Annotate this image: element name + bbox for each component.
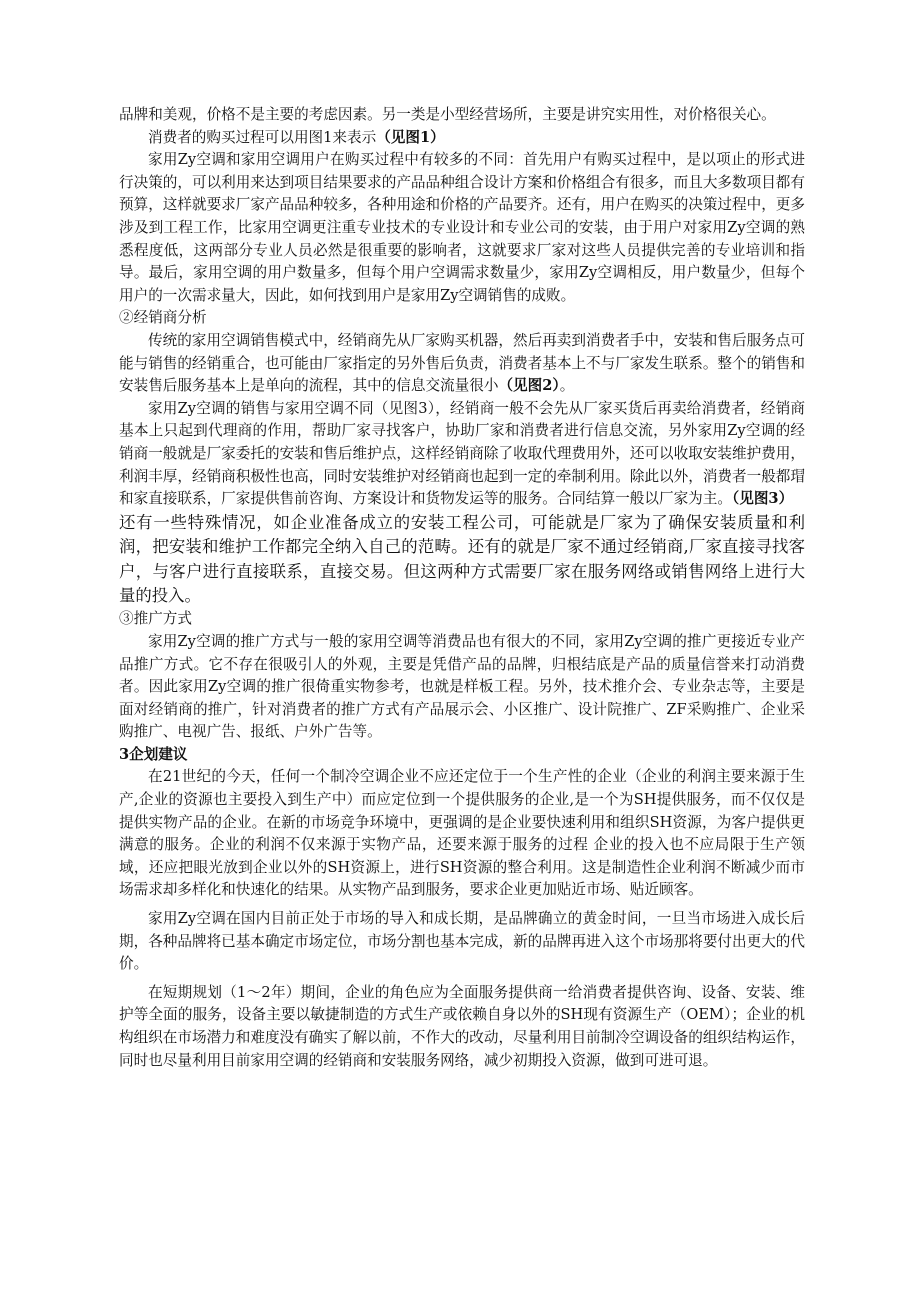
figure-ref-2: （见图2） (498, 377, 560, 395)
paragraph-p4-end: 。 (559, 377, 575, 395)
paragraph-p10: 在短期规划（1～2年）期间，企业的角色应为全面服务提供商一给消费者提供咨询、设备、安装、维护等全面的服务，设备主要以敏捷制造的方式生产或依赖自身以外的SH现有资源生产（OEM）；企业的机构组织在市场潜力和难度没有确实了解以前，不作大的改动，尽量利用目前制冷空调设备的组织结构运作，同时也尽量利用目前家用空调的经销商和安装服务网络，减少初期投入资源，做到可进可退。 (119, 983, 805, 1069)
paragraph-p9: 家用Zy空调在国内目前正处于市场的导入和成长期，是品牌确立的黄金时间，一旦当市场进入成长后期，各种品牌将已基本确定市场定位，市场分割也基本完成，新的品牌再进入这个市场那将要付出更大的代价。 (119, 910, 805, 973)
paragraph-p6: 还有一些特殊情况，如企业准备成立的安装工程公司，可能就是厂家为了确保安装质量和利润，把安装和维护工作都完全纳入自己的范畴。还有的就是厂家不通过经销商,厂家直接寻找客户，与客户进行直接联系，直接交易。但这两种方式需要厂家在服务网络或销售网络上进行大量的投入。 (119, 512, 805, 605)
heading-dealer-analysis: ②经销商分析 (119, 309, 207, 327)
paragraph-p7: 家用Zy空调的推广方式与一般的家用空调等消费品也有很大的不同，家用Zy空调的推广更接近专业产品推广方式。它不存在很吸引人的外观，主要是凭借产品的品牌，归根结底是产品的质量信誉来打动消费者。因此家用Zy空调的推广很倚重实物参考，也就是样板工程。另外，技术推介会、专业杂志等，主要是面对经销商的推广，针对消费者的推广方式有产品展示会、小区推广、设计院推广、ZF采购推广、企业采购推广、电视广告、报纸、户外广告等。 (119, 632, 805, 741)
figure-ref-3: （见图3） (731, 490, 794, 508)
paragraph-p5 (119, 398, 805, 511)
document-page (119, 104, 805, 1072)
paragraph-p3: 家用Zy空调和家用空调用户在购买过程中有较多的不同：首先用户有购买过程中，是以项止的形式进行决策的，可以利用来达到项目结果要求的产品品种组合设计方案和价格组合有很多，而且大多数项目都有预算，这样就要求厂家产品品种较多，各种用途和价格的产品要齐。还有，用户在购买的决策过程中，更多涉及到工程工作，比家用空调更注重专业技术的专业设计和专业公司的安装，由于用户对家用Zy空调的熟悉程度低，这两部分专业人员必然是很重要的影响者，这就要求厂家对这些人员提供完善的专业培训和指导。最后，家用空调的用户数量多，但每个用户空调需求数量少，家用Zy空调相反，用户数量少，但每个用户的一次需求量大，因此，如何找到用户是家用Zy空调销售的成败。 (119, 151, 805, 304)
paragraph-p4 (119, 330, 805, 398)
paragraph-p1: 品牌和美观，价格不是主要的考虑因素。另一类是小型经营场所，主要是讲究实用性，对价格很关心。 (119, 106, 776, 123)
heading-promotion: ③推广方式 (119, 610, 192, 628)
paragraph-p5-text: 家用Zy空调的销售与家用空调不同（见图3），经销商一般不会先从厂家买货后再卖给消费者，经销商基本上只起到代理商的作用，帮助厂家寻找客户，协助厂家和消费者进行信息交流，另外家用Zy空调的经销商一般就是厂家委托的安装和售后维护点，这样经销商除了收取代理费用外，还可以收取安装维护费用，利润丰厚，经销商积极性也高，同时安装维护对经销商也起到一定的牵制利用。除此以外，消费者一般都瑁和家直接联系，厂家提供售前咨询、方案设计和货物发运等的服务。合同结算一般以厂家为主。 (119, 399, 805, 508)
paragraph-p8: 在21世纪的今天，任何一个制冷空调企业不应还定位于一个生产性的企业（企业的利润主要来源于生产,企业的资源也主要投入到生产中）而应定位到一个提供服务的企业,是一个为SH提供服务，而不仅仅是提供实物产品的企业。在新的市场竞争环境中，更强调的是企业要快速利用和组织SH资源，为客户提供更满意的服务。企业的利润不仅来源于实物产品，还要来源于服务的过程 企业的投入也不应局限于生产领域，还应把眼光放到企业以外的SH资源上，进行SH资源的整合利用。这是制造性企业利润不断减少而市场需求却多样化和快速化的结果。从实物产品到服务，要求企业更加贴近市场、贴近顾客。 (119, 768, 805, 899)
paragraph-p4-text: 传统的家用空调销售模式中，经销商先从厂家购买机器，然后再卖到消费者手中，安装和售后服务点可能与销售的经销重合，也可能由厂家指定的另外售后负责，消费者基本上不与厂家发生联系。整个的销售和安装售后服务基本上是单向的流程，其中的信息交流量很小 (119, 331, 805, 395)
figure-ref-1: （见图1） (376, 128, 445, 146)
heading-planning-suggestions: 3企划建议 (119, 745, 188, 763)
paragraph-p2 (119, 127, 805, 150)
paragraph-p2-text: 消费者的购买过程可以用图1来表示 (148, 128, 377, 146)
